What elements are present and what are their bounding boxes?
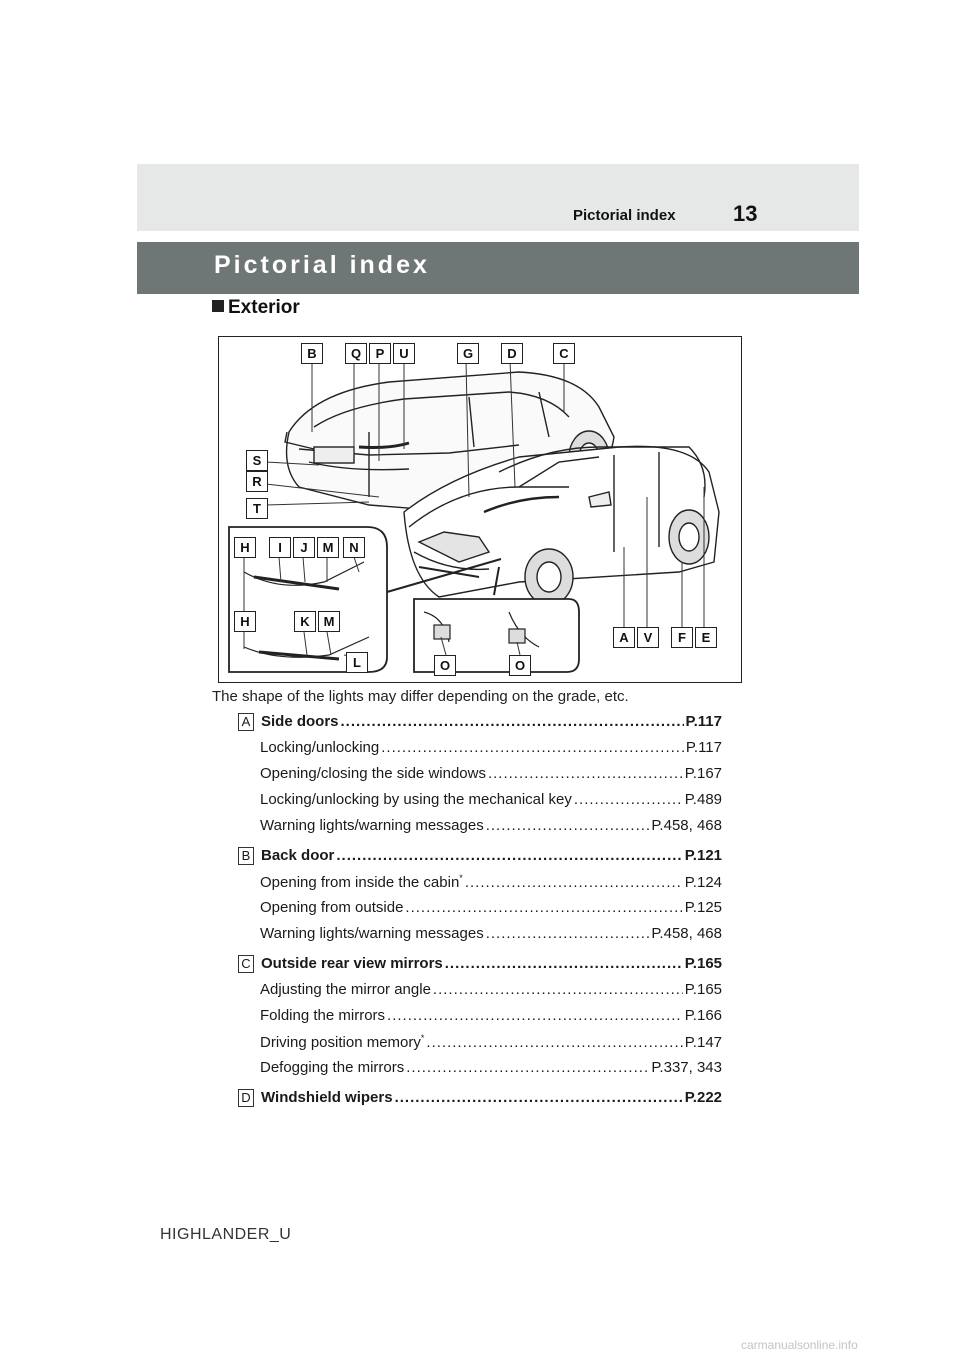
subentry-page-ref: P.117 <box>685 739 722 756</box>
leader-dots <box>395 1089 683 1106</box>
callout-h: H <box>234 611 256 632</box>
subentry-page-ref: P.337, 343 <box>651 1059 722 1076</box>
index-entry[interactable] <box>238 713 722 739</box>
leader-dots <box>486 925 650 942</box>
subentry-label: Locking/unlocking by using the mechanical key <box>260 791 572 808</box>
index-entry[interactable] <box>238 955 722 981</box>
section-title: Pictorial index <box>573 207 676 224</box>
callout-s: S <box>246 450 268 471</box>
subentry-label: Opening/closing the side windows <box>260 765 486 782</box>
subentry-label: Opening from inside the cabin* <box>260 873 463 891</box>
callout-b: B <box>301 343 323 364</box>
chapter-title: Pictorial index <box>214 251 430 279</box>
leader-dots <box>406 1059 649 1076</box>
entry-label: Outside rear view mirrors <box>261 955 443 972</box>
callout-o: O <box>434 655 456 676</box>
callout-r: R <box>246 471 268 492</box>
subentry-label: Driving position memory* <box>260 1033 425 1051</box>
subsection-heading-text: Exterior <box>228 297 300 318</box>
index-subentry[interactable] <box>238 981 722 1007</box>
callout-i: I <box>269 537 291 558</box>
callout-q: Q <box>345 343 367 364</box>
subentry-page-ref: P.458, 468 <box>651 925 722 942</box>
leader-dots <box>381 739 684 756</box>
leader-dots <box>445 955 683 972</box>
subentry-label: Defogging the mirrors <box>260 1059 405 1076</box>
square-bullet-icon <box>212 300 224 312</box>
leader-dots <box>341 713 684 730</box>
entry-page-ref: P.165 <box>684 955 722 972</box>
index-entry[interactable] <box>238 847 722 873</box>
callout-v: V <box>637 627 659 648</box>
callout-f: F <box>671 627 693 648</box>
entry-badge: B <box>238 847 254 865</box>
subentry-label: Locking/unlocking <box>260 739 380 756</box>
leader-dots <box>486 817 650 834</box>
subentry-label: Adjusting the mirror angle <box>260 981 431 998</box>
figure-caption: The shape of the lights may differ depending on the grade, etc. <box>212 688 629 705</box>
subentry-page-ref: P.489 <box>684 791 722 808</box>
leader-dots <box>488 765 683 782</box>
callout-g: G <box>457 343 479 364</box>
entry-label: Back door <box>261 847 335 864</box>
footer-model-code: HIGHLANDER_U <box>160 1226 292 1243</box>
leader-dots <box>465 874 683 891</box>
subentry-label: Warning lights/warning messages <box>260 817 484 834</box>
callout-c: C <box>553 343 575 364</box>
callout-n: N <box>343 537 365 558</box>
subentry-page-ref: P.165 <box>684 981 722 998</box>
subentry-page-ref: P.167 <box>684 765 722 782</box>
leader-dots <box>387 1007 683 1024</box>
entry-badge: C <box>238 955 254 973</box>
leader-dots <box>433 981 683 998</box>
index-entries <box>238 713 722 1115</box>
index-subentry[interactable] <box>238 791 722 817</box>
callout-t: T <box>246 498 268 519</box>
index-entry[interactable] <box>238 1089 722 1115</box>
subentry-page-ref: P.147 <box>684 1034 722 1051</box>
subentry-page-ref: P.125 <box>684 899 722 916</box>
subentry-page-ref: P.166 <box>684 1007 722 1024</box>
index-subentry[interactable] <box>238 1007 722 1033</box>
callout-h: H <box>234 537 256 558</box>
asterisk-mark: * <box>459 873 463 883</box>
entry-badge: D <box>238 1089 254 1107</box>
watermark: carmanualsonline.info <box>741 1338 858 1352</box>
subentry-page-ref: P.124 <box>684 874 722 891</box>
index-subentry[interactable] <box>238 765 722 791</box>
subsection-heading <box>212 297 300 319</box>
callout-m: M <box>318 611 340 632</box>
index-subentry[interactable] <box>238 1033 722 1059</box>
callout-k: K <box>294 611 316 632</box>
callout-m: M <box>317 537 339 558</box>
subentry-page-ref: P.458, 468 <box>651 817 722 834</box>
callout-d: D <box>501 343 523 364</box>
page-number: 13 <box>733 201 758 226</box>
index-subentry[interactable] <box>238 1059 722 1085</box>
subentry-label: Folding the mirrors <box>260 1007 386 1024</box>
asterisk-mark: * <box>420 1033 425 1043</box>
leader-dots <box>405 899 682 916</box>
leader-dots <box>426 1034 682 1051</box>
callout-u: U <box>393 343 415 364</box>
entry-label: Windshield wipers <box>261 1089 393 1106</box>
entry-badge: A <box>238 713 254 731</box>
subentry-label: Warning lights/warning messages <box>260 925 484 942</box>
leader-dots <box>574 791 683 808</box>
leader-dots <box>336 847 682 864</box>
index-subentry[interactable] <box>238 873 722 899</box>
callout-a: A <box>613 627 635 648</box>
callout-o: O <box>509 655 531 676</box>
entry-page-ref: P.121 <box>684 847 722 864</box>
entry-label: Side doors <box>261 713 339 730</box>
index-subentry[interactable] <box>238 739 722 765</box>
index-subentry[interactable] <box>238 899 722 925</box>
exterior-figure <box>218 336 742 683</box>
subentry-label: Opening from outside <box>260 899 404 916</box>
callout-j: J <box>293 537 315 558</box>
index-subentry[interactable] <box>238 925 722 951</box>
callout-l: L <box>346 652 368 673</box>
entry-page-ref: P.222 <box>684 1089 722 1106</box>
entry-page-ref: P.117 <box>685 713 722 730</box>
callout-p: P <box>369 343 391 364</box>
callout-e: E <box>695 627 717 648</box>
index-subentry[interactable] <box>238 817 722 843</box>
